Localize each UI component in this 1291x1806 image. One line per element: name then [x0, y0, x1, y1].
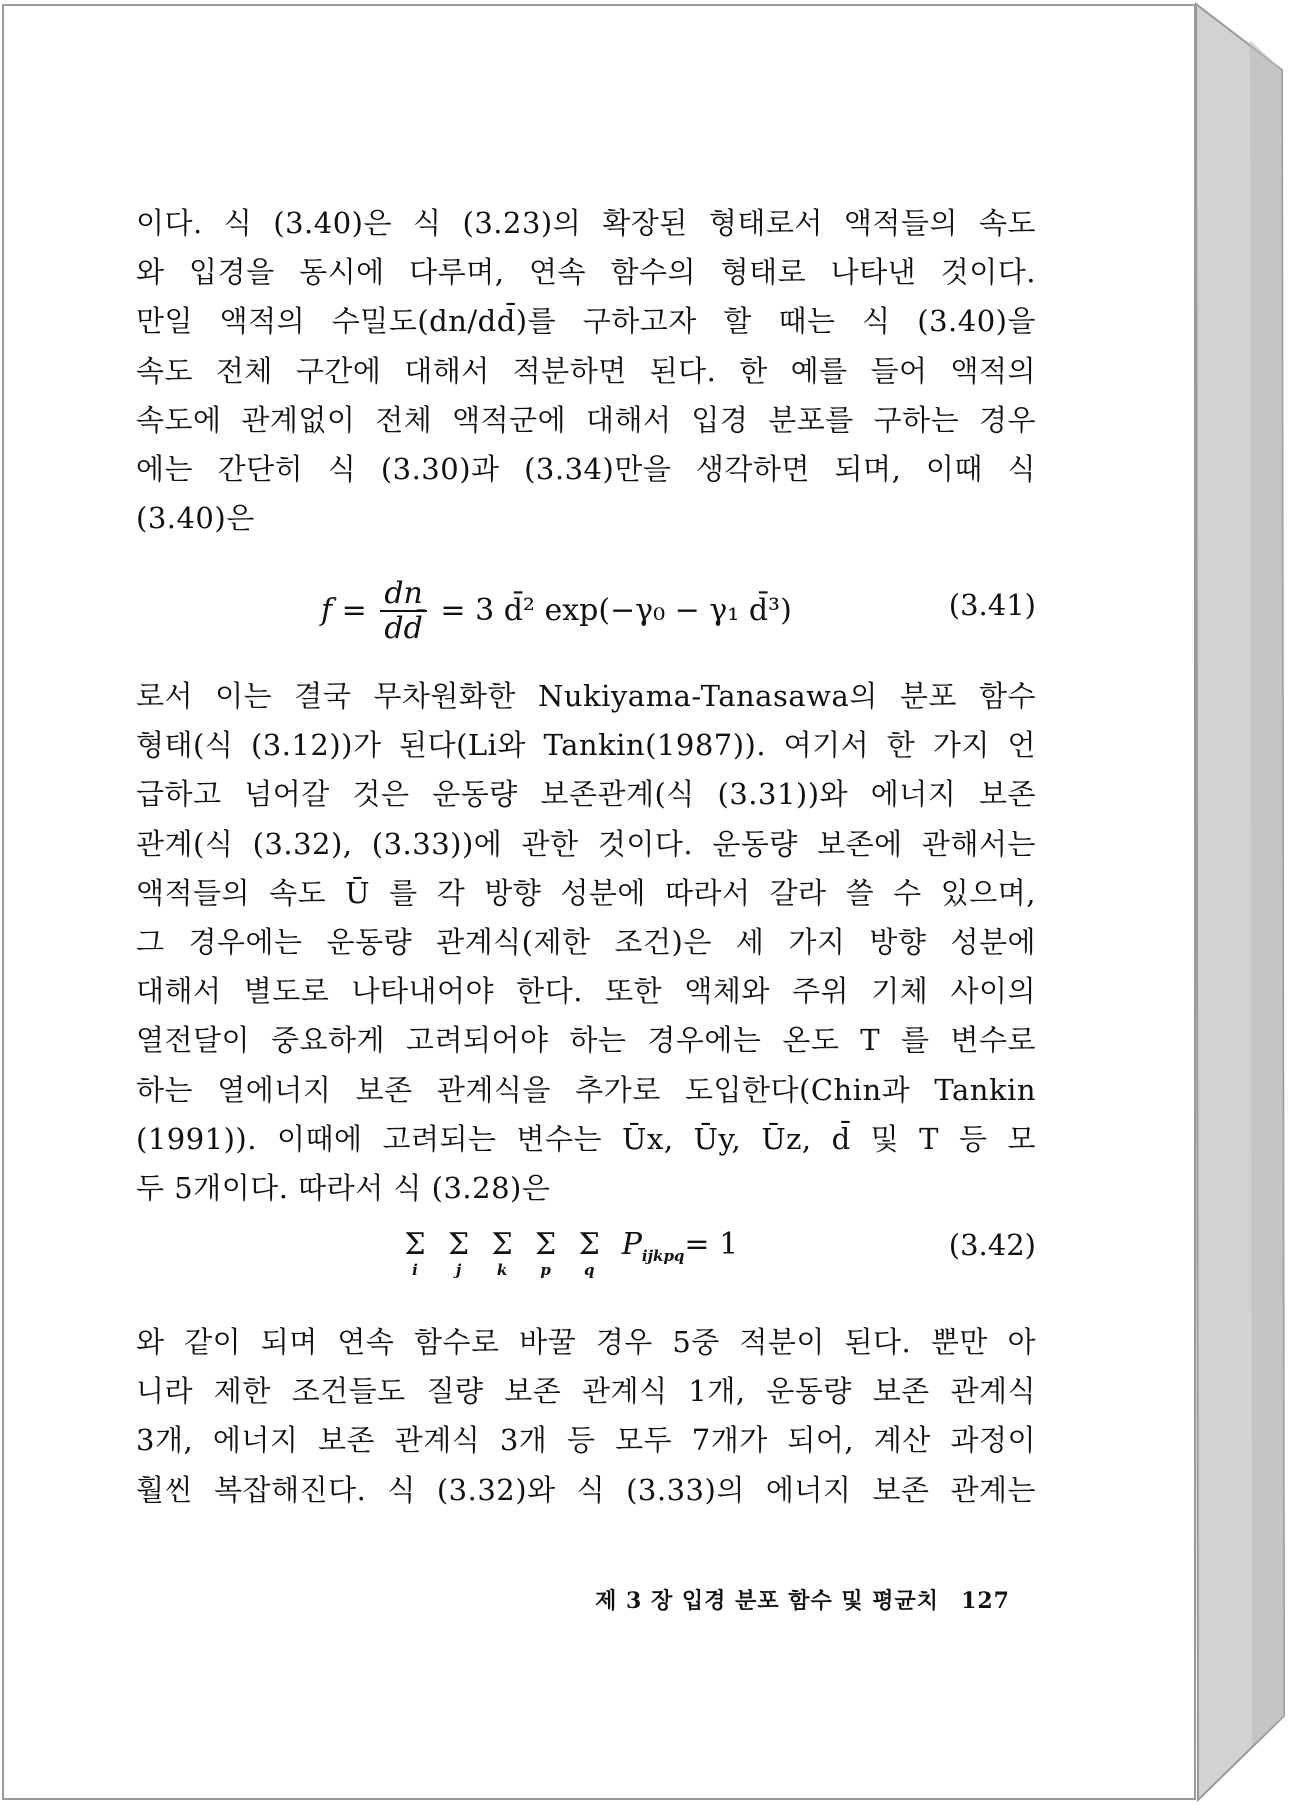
page-number: 127 [961, 1588, 1010, 1614]
term-subscript: ijkpq [641, 1247, 685, 1265]
text-line: 형태(식 (3.12))가 된다(Li와 Tankin(1987)). 여기서 한 가지 언 [136, 728, 1036, 763]
summation [572, 1228, 606, 1278]
sigma-symbol: Σ [447, 1227, 470, 1262]
paragraph-1 [136, 199, 1036, 543]
text-line: 만일 액적의 수밀도(dn/dd̄)를 구하고자 할 때는 식 (3.40)을 [136, 304, 1036, 339]
sigma-symbol: Σ [578, 1227, 600, 1262]
summation [398, 1228, 432, 1278]
probability-term [622, 1228, 738, 1273]
equation-rhs: = 3 d̄² exp(−γ₀ − γ₁ d̄³) [440, 593, 792, 628]
text-line: 하는 열에너지 보존 관계식을 추가로 도입한다(Chin과 Tankin [136, 1072, 1036, 1107]
chapter-title: 제 3 장 입경 분포 함수 및 평균치 [595, 1588, 940, 1614]
equation-lhs: f = [321, 593, 367, 628]
sigma-symbol: Σ [491, 1227, 513, 1262]
term-symbol: P [621, 1227, 642, 1262]
text-line: 그 경우에는 운동량 관계식(제한 조건)은 세 가지 방향 성분에 [136, 925, 1036, 960]
text-line: 대해서 별도로 나타내어야 한다. 또한 액체와 주위 기체 사이의 [136, 974, 1036, 1009]
text-line: 두 5개이다. 따라서 식 (3.28)은 [136, 1171, 551, 1206]
text-line: 속도 전체 구간에 대해서 적분하면 된다. 한 예를 들어 액적의 [136, 353, 1036, 388]
sum-index: j [455, 1261, 462, 1279]
text-line: 로서 이는 결국 무차원화한 Nukiyama-Tanasawa의 분포 함수 [136, 679, 1036, 713]
summation [529, 1228, 563, 1278]
equation-number: (3.41) [948, 588, 1036, 622]
fraction-denominator: dd̄ [384, 611, 423, 646]
equation-3-41 [136, 570, 1036, 660]
equation-fraction [380, 578, 427, 646]
text-line: 와 같이 되며 연속 함수로 바꿀 경우 5중 적분이 된다. 뿐만 아 [136, 1325, 1036, 1359]
equation-rhs: = 1 [684, 1227, 739, 1262]
sum-index: i [412, 1261, 418, 1279]
sigma-symbol: Σ [404, 1227, 426, 1262]
paragraph-3 [136, 1318, 1036, 1515]
text-line: 이다. 식 (3.40)은 식 (3.23)의 확장된 형태로서 액적들의 속도 [136, 206, 1036, 240]
sum-index: p [540, 1261, 551, 1279]
text-line: (3.40)은 [136, 501, 255, 536]
text-line: 와 입경을 동시에 다루며, 연속 함수의 형태로 나타낸 것이다. [136, 255, 1036, 290]
book-side-shade [1250, 40, 1284, 1746]
paragraph-2 [136, 672, 1036, 1213]
text-line: (1991)). 이때에 고려되는 변수는 Ūx, Ūy, Ūz, d̄ 및 T 등 모 [136, 1121, 1036, 1156]
equation-body [398, 1228, 738, 1283]
equation-body [321, 578, 792, 646]
text-line: 에는 간단히 식 (3.30)과 (3.34)만을 생각하면 되며, 이때 식 [136, 452, 1036, 487]
equation-3-42 [136, 1228, 1036, 1318]
text-line: 액적들의 속도 Ū 를 각 방향 성분에 따라서 갈라 쓸 수 있으며, [136, 875, 1036, 910]
text-line: 속도에 관계없이 전체 액적군에 대해서 입경 분포를 구하는 경우 [136, 402, 1036, 437]
text-line: 열전달이 중요하게 고려되어야 하는 경우에는 온도 T 를 변수로 [136, 1023, 1036, 1058]
summation [485, 1228, 519, 1278]
text-line: 니라 제한 조건들도 질량 보존 관계식 1개, 운동량 보존 관계식 [136, 1374, 1036, 1409]
text-line: 훨씬 복잡해진다. 식 (3.32)와 식 (3.33)의 에너지 보존 관계는 [136, 1472, 1036, 1507]
page-footer [540, 1584, 1010, 1615]
text-line: 3개, 에너지 보존 관계식 3개 등 모두 7개가 되어, 계산 과정이 [136, 1423, 1036, 1458]
sum-index: k [496, 1261, 508, 1279]
text-line: 관계(식 (3.32), (3.33))에 관한 것이다. 운동량 보존에 관해서는 [136, 826, 1036, 861]
text-line: 급하고 넘어갈 것은 운동량 보존관계(식 (3.31))와 에너지 보존 [136, 777, 1036, 812]
sigma-symbol: Σ [535, 1227, 557, 1262]
summation [442, 1228, 476, 1278]
equation-number: (3.42) [948, 1228, 1036, 1262]
sum-index: q [583, 1261, 595, 1279]
fraction-numerator: dn [380, 578, 427, 612]
